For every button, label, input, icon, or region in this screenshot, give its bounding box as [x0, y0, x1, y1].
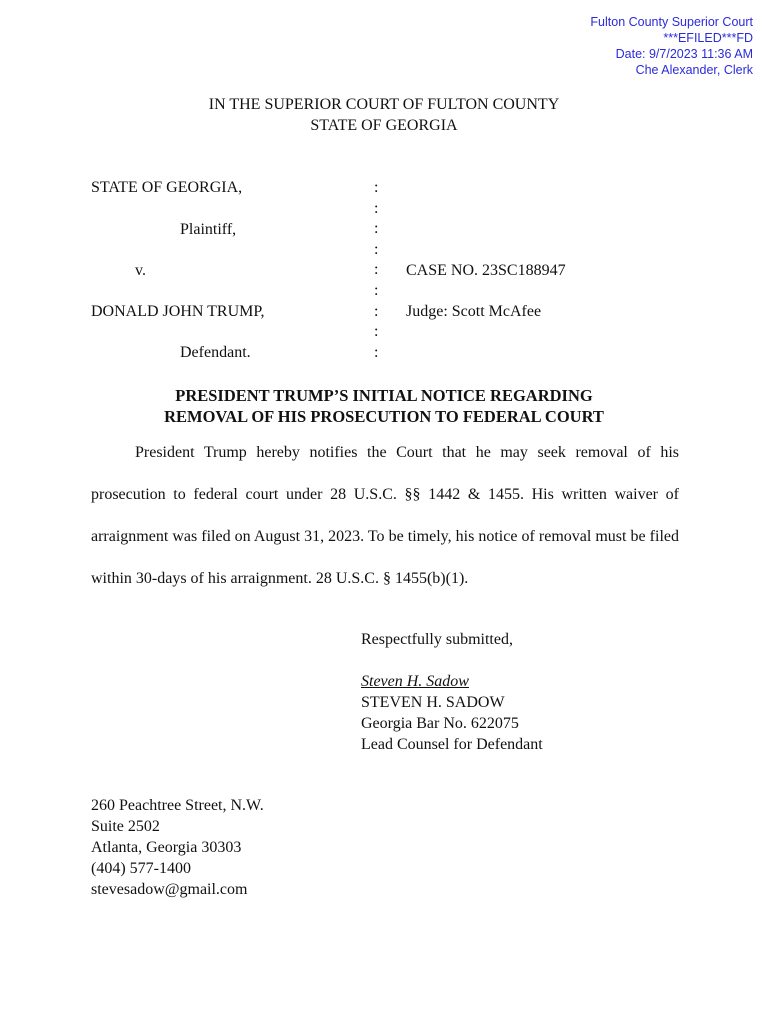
caption-colon: : — [374, 281, 379, 299]
court-heading-line2: STATE OF GEORGIA — [310, 117, 458, 134]
address-city: Atlanta, Georgia 30303 — [91, 839, 242, 856]
bar-number: Georgia Bar No. 622075 — [361, 715, 519, 732]
address-phone: (404) 577-1400 — [91, 860, 191, 877]
case-number: CASE NO. 23SC188947 — [406, 262, 566, 279]
signature-block — [361, 629, 543, 755]
attorney-name: STEVEN H. SADOW — [361, 694, 505, 711]
closing-line: Respectfully submitted, — [361, 631, 513, 648]
court-heading — [0, 94, 768, 136]
address-block — [91, 795, 264, 900]
address-suite: Suite 2502 — [91, 818, 160, 835]
court-heading-line1: IN THE SUPERIOR COURT OF FULTON COUNTY — [208, 96, 560, 113]
body-paragraph: President Trump hereby notifies the Court that he may seek removal of his prosecution to federal court under 28 U.S.C. §§ 1442 & 1455. His written waiver of arraignment was filed on August 31, 2023. To be timely, his notice of removal must be filed within 30-days of his arraignment. 28 U.S.C. § 1455(b)(1). — [91, 444, 679, 587]
caption-colon: : — [374, 199, 379, 217]
signature-line: Steven H. Sadow — [361, 673, 469, 690]
plaintiff-role: Plaintiff, — [180, 221, 237, 238]
efile-court: Fulton County Superior Court — [590, 15, 753, 29]
caption-colon: : — [374, 302, 379, 320]
caption-colon-column — [374, 178, 378, 363]
efile-date: Date: 9/7/2023 11:36 AM — [615, 47, 753, 61]
document-title-line2: REMOVAL OF HIS PROSECUTION TO FEDERAL COURT — [164, 407, 604, 426]
plaintiff-name: STATE OF GEORGIA, — [91, 179, 243, 196]
defendant-role: Defendant. — [180, 344, 251, 361]
versus-label: v. — [135, 262, 146, 279]
caption-colon: : — [374, 179, 379, 196]
caption-colon: : — [374, 343, 379, 361]
address-email: stevesadow@gmail.com — [91, 881, 248, 898]
document-title — [0, 385, 768, 427]
efile-clerk: Che Alexander, Clerk — [635, 63, 753, 77]
efile-status: ***EFILED***FD — [663, 31, 753, 45]
caption-colon: : — [374, 261, 379, 279]
defendant-name: DONALD JOHN TRUMP, — [91, 303, 265, 320]
caption-colon: : — [374, 220, 379, 238]
address-street: 260 Peachtree Street, N.W. — [91, 797, 264, 814]
judge-name: Judge: Scott McAfee — [406, 303, 542, 320]
caption-colon: : — [374, 323, 379, 341]
caption-colon: : — [374, 240, 379, 258]
efile-stamp — [590, 14, 753, 78]
attorney-role: Lead Counsel for Defendant — [361, 736, 543, 753]
document-title-line1: PRESIDENT TRUMP’S INITIAL NOTICE REGARDING — [175, 386, 593, 405]
